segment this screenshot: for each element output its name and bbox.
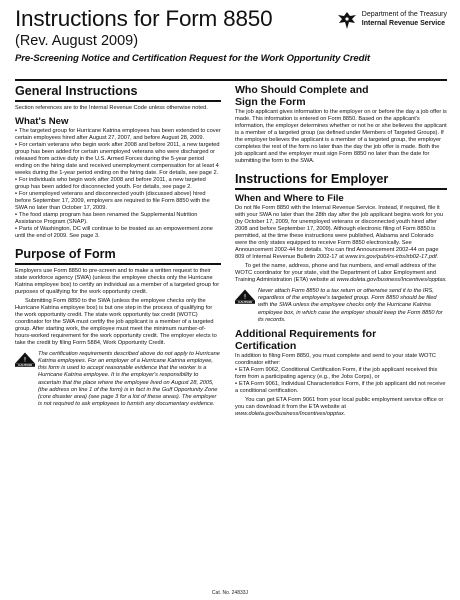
- agency-irs: Internal Revenue Service: [361, 20, 446, 27]
- whats-new-item: • The targeted group for Hurricane Katrina employees has been extended to cover certain employees hired after August 27, 2007, and before August 28, 2009.: [15, 127, 221, 141]
- agency-department: Department of the Treasury: [361, 11, 447, 18]
- purpose-paragraph: Submitting Form 8850 to the SWA (unless the employee checks only the Hurricane Katrina employee box) is but one step in the process of qualifying for the work opportunity credit. The state work opportunity tax credit (WOTC) coordinator for the SWA must certify the job applicant is a member of a targeted group. After starting work, the employee must meet the minimum number-of-hours-worked requirement for the work opportunity credit. The employer elects to take the credit by filing Form 5884, Work Opportunity Credit.: [15, 297, 217, 347]
- purpose-heading: Purpose of Form: [15, 247, 116, 262]
- svg-text:CAUTION: CAUTION: [238, 300, 252, 305]
- additional-requirements-heading: Additional Requirements for Certification: [235, 327, 377, 352]
- caution-text: The certification requirements described above do not apply to Hurricane Katrina employees. For an employer of a Hurricane Katrina employee, this form is used to accept reasonable evidence that the worker is a Hurricane Katrina employee. It is the employer's responsibility to ascertain that the place where the employee lived on August 28, 2005, (the address on line 1 of the form) is in fact in the Gulf Opportunity Zone (core disaster area) (see page 3 for a list of these areas). The employer is not required to ask employees to furnish any documentary evidence.: [38, 351, 220, 407]
- additional-requirement-item: • ETA Form 9061, Individual Characteristics Form, if the job applicant did not receive a conditional certification.: [235, 380, 446, 394]
- treasury-eagle-icon: [336, 10, 358, 32]
- whats-new-item: • The food stamp program has been renamed the Supplemental Nutrition Assistance Program (SNAP).: [15, 212, 198, 226]
- catalog-number: Cat. No. 24833J: [211, 590, 249, 596]
- when-where-paragraph: Do not file Form 8850 with the Internal Revenue Service. Instead, if required, file it with your SWA no later than the 28th day after the job applicant begins work for you (by October 17, 2009, for unemployed veterans or disconnected youth hired after 2008 and before September 17, 2009). Although electronic filing of Form 8850 is permitted, at the time these instructions were published, Alabama and Colorado were the only states equipped to receive Form 8850 electronically. See Announcement 2002-44 for details. You can find Announcement 2002-44 on page 809 of Internal Revenue Bulletin 2002-17 at www.irs.gov/pub/irs-irbs/irb02-17.pdf.: [235, 204, 443, 261]
- agency-block: [336, 10, 447, 32]
- general-instructions-text: Section references are to the Internal Revenue Code unless otherwise noted.: [15, 104, 208, 111]
- section-rule: [15, 263, 221, 265]
- document-header: [15, 6, 447, 80]
- header-rule: [15, 79, 447, 81]
- whats-new-item: • For certain veterans who begin work after 2008 and before 2011, a new targeted group has been added for certain unemployed veterans who were discharged or released from active duty in the U.S. Armed Forces during the 5-year period ending on the hiring date and received unemployment compensation for at least 4 weeks during the 1-year period ending on the hiring date. For details, see page 2.: [15, 141, 220, 176]
- general-instructions-heading: General Instructions: [15, 84, 138, 98]
- caution-icon: [235, 289, 255, 304]
- caution-box: [235, 288, 447, 323]
- document-subtitle: Pre-Screening Notice and Certification Request for the Work Opportunity Credit: [15, 53, 371, 64]
- section-rule: [235, 188, 447, 190]
- additional-requirement-item: • ETA Form 9062, Conditional Certification Form, if the job applicant received this form from a participating agency (e.g., the Jobs Corps), or: [235, 366, 438, 380]
- additional-requirements-text: You can get ETA Form 9061 from your local public employment service office or you can download it from the ETA website at www.doleta.gov/business/Incentives/opptax.: [235, 396, 444, 417]
- whats-new-heading: What's New: [15, 115, 69, 127]
- who-should-complete-heading: Who Should Complete and Sign the Form: [235, 84, 369, 108]
- when-where-paragraph: To get the name, address, phone and fax numbers, and email address of the WOTC coordinator for your state, visit the Department of Labor Employment and Training Administration (ETA) website at www.doleta.gov/business/Incentives/opptax.: [235, 263, 447, 284]
- section-rule: [15, 100, 221, 102]
- doleta-link[interactable]: www.doleta.gov/business/Incentives/opptax.: [336, 277, 447, 284]
- purpose-paragraph: Employers use Form 8850 to pre-screen and to make a written request to their state workforce agency (SWA) (unless the employee checks only the Hurricane Katrina employee box) to certify an individual as a member of a targeted group for purposes of qualifying for the work opportunity credit.: [15, 267, 220, 295]
- eta-link[interactable]: www.doleta.gov/business/Incentives/opptax.: [235, 411, 346, 417]
- caution-box: [15, 351, 221, 407]
- document-title: Instructions for Form 8850: [15, 6, 273, 31]
- whats-new-item: • For individuals who begin work after 2008 and before 2011, a new targeted group has been added for disconnected youth. For details, see page 2.: [15, 176, 206, 190]
- svg-text:CAUTION: CAUTION: [18, 363, 32, 368]
- who-should-complete-text: The job applicant gives information to the employer on or before the day a job offer is made. This information is entered on Form 8850. Based on the applicant's information, the employer determines whether or not he or she believes the applicant is a member of a targeted group (as defined under Members of Targeted Groups). If the employer believes the applicant is a member of a targeted group, the employer completes the rest of the form no later than the day the job offer is made. Both the job applicant and the employer must sign Form 8850 no later than the date for submitting the form to the SWA.: [235, 109, 447, 165]
- svg-text:!: !: [244, 294, 246, 301]
- whats-new-item: • Parts of Washington, DC will continue to be treated as an empowerment zone until the end of 2009. See page 3.: [15, 226, 213, 240]
- additional-requirements-text: In addition to filing Form 8850, you must complete and send to your state WOTC coordinator either:: [235, 352, 436, 366]
- svg-text:!: !: [24, 357, 26, 364]
- irb-link[interactable]: www.irs.gov/pub/irs-irbs/irb02-17.pdf.: [345, 254, 439, 261]
- when-where-heading: When and Where to File: [235, 192, 344, 204]
- revision-date: (Rev. August 2009): [15, 33, 139, 49]
- caution-text: Never attach Form 8850 to a tax return or otherwise send it to the IRS, regardless of the employee's targeted group. Form 8850 should be filed with the SWA unless the employee checks only the Hurricane Katrina employee box, in which case the employer should keep the Form 8850 for its records.: [258, 288, 443, 323]
- caution-icon: [15, 352, 35, 367]
- left-column: [15, 84, 221, 408]
- right-column: [235, 84, 447, 418]
- whats-new-item: • For unemployed veterans and disconnected youth (discussed above) hired before September 17, 2009, employers are required to file Form 8850 with the SWA no later than October 17, 2009.: [15, 190, 210, 212]
- employer-instructions-heading: Instructions for Employer: [235, 172, 389, 187]
